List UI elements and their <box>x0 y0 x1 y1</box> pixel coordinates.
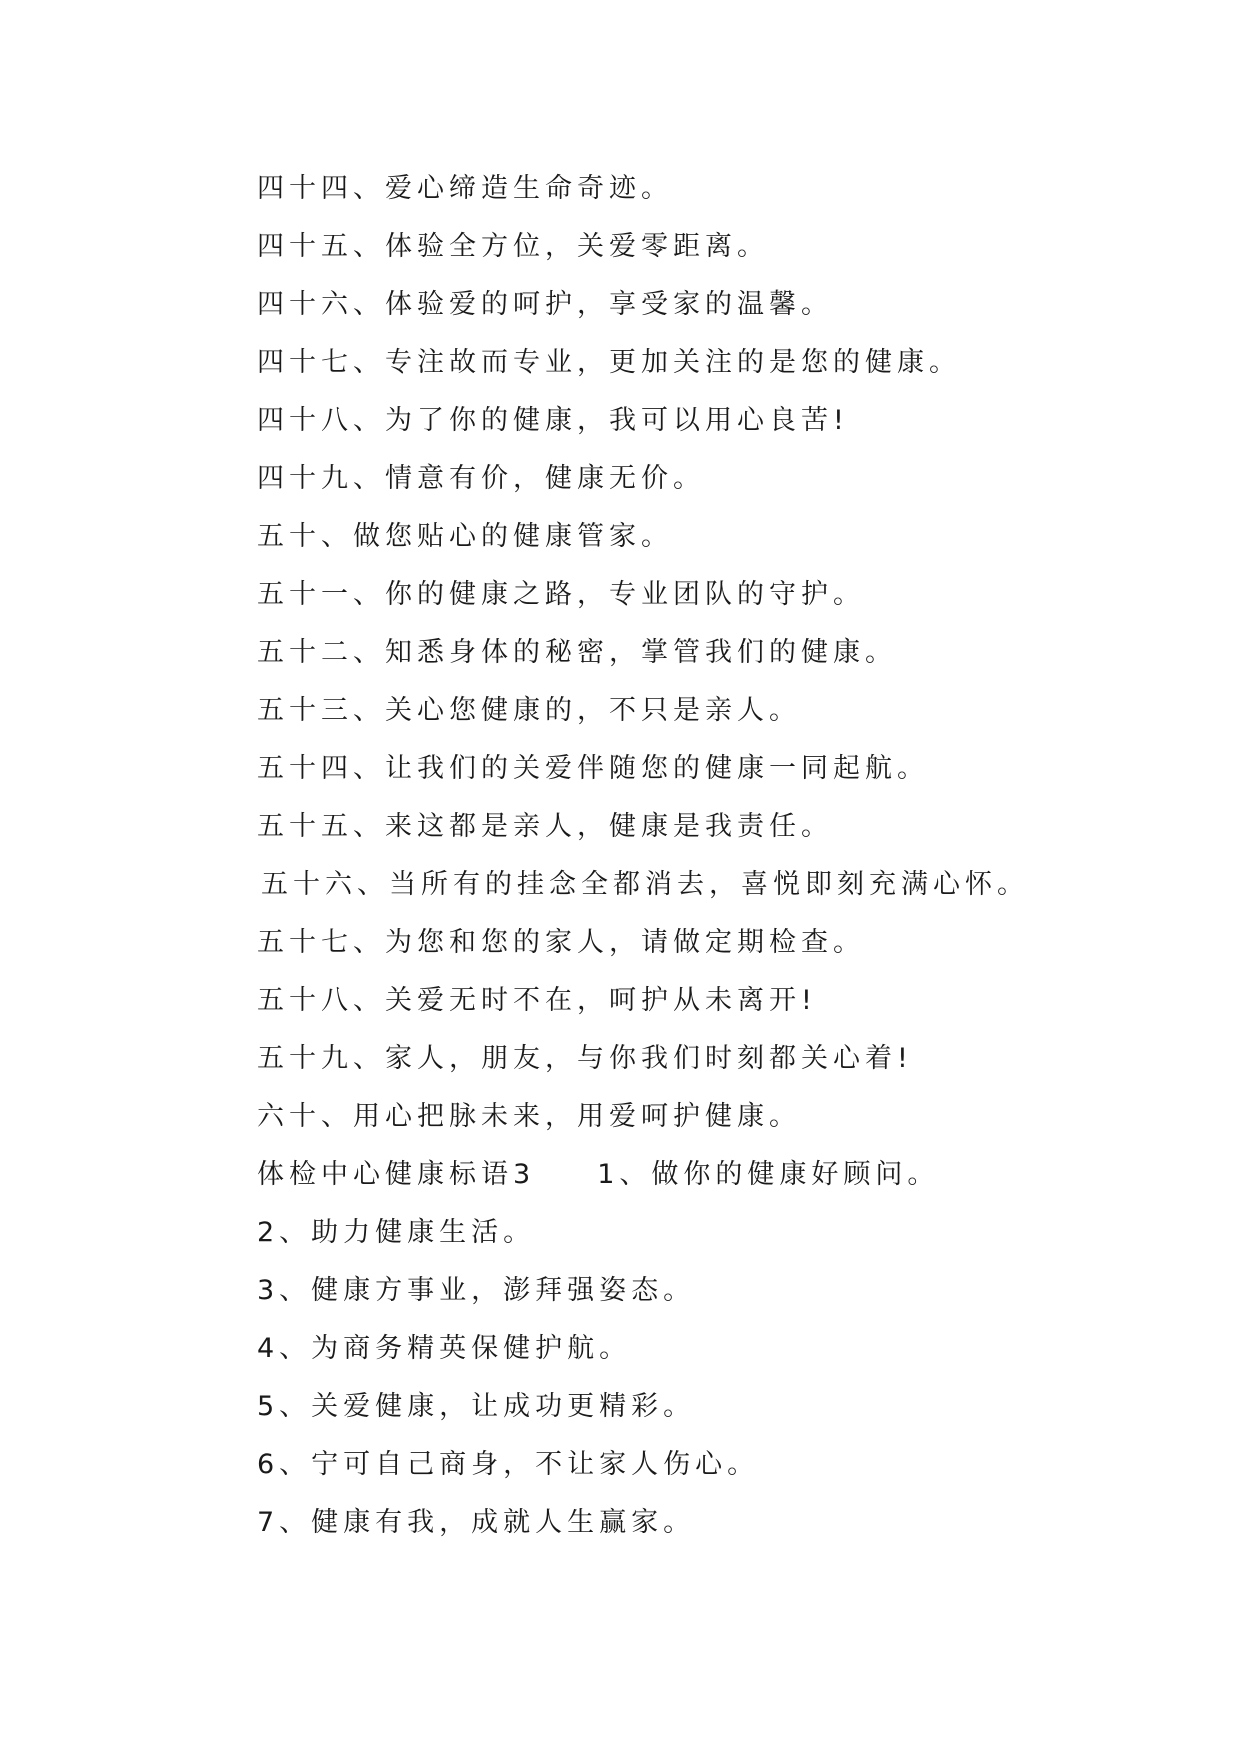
slogan-line-56: 五十六、当所有的挂念全都消去，喜悦即刻充满心怀。 <box>261 869 1029 900</box>
slogan-line-44: 四十四、爱心缔造生命奇迹。 <box>257 173 673 204</box>
slogan-line-58: 五十八、关爱无时不在，呵护从未离开! <box>257 985 817 1016</box>
section-title: 体检中心健康标语3 <box>257 1159 536 1190</box>
slogan-line-47: 四十七、专注故而专业，更加关注的是您的健康。 <box>257 347 961 378</box>
slogan-line-53: 五十三、关心您健康的，不只是亲人。 <box>257 695 801 726</box>
slogan-line-60: 六十、用心把脉未来，用爱呵护健康。 <box>257 1101 801 1132</box>
slogan-item-2: 2、助力健康生活。 <box>257 1217 536 1248</box>
slogan-item-3: 3、健康方事业，澎拜强姿态。 <box>257 1275 696 1306</box>
slogan-item-4: 4、为商务精英保健护航。 <box>257 1333 632 1364</box>
slogan-line-54: 五十四、让我们的关爱伴随您的健康一同起航。 <box>257 753 929 784</box>
section-heading-line <box>257 1146 1157 1204</box>
slogan-list <box>257 160 1157 1552</box>
slogan-line-48: 四十八、为了你的健康，我可以用心良苦! <box>257 405 849 436</box>
slogan-line-45: 四十五、体验全方位，关爱零距离。 <box>257 231 769 262</box>
slogan-line-50: 五十、做您贴心的健康管家。 <box>257 521 673 552</box>
slogan-line-52: 五十二、知悉身体的秘密，掌管我们的健康。 <box>257 637 897 668</box>
slogan-line-55: 五十五、来这都是亲人，健康是我责任。 <box>257 811 833 842</box>
section-first-item: 1、做你的健康好顾问。 <box>597 1159 940 1190</box>
slogan-line-51: 五十一、你的健康之路，专业团队的守护。 <box>257 579 865 610</box>
slogan-line-49: 四十九、情意有价，健康无价。 <box>257 463 705 494</box>
slogan-item-7: 7、健康有我，成就人生赢家。 <box>257 1507 696 1538</box>
slogan-item-6: 6、宁可自己商身，不让家人伤心。 <box>257 1449 760 1480</box>
slogan-line-59: 五十九、家人，朋友，与你我们时刻都关心着! <box>257 1043 913 1074</box>
slogan-item-5: 5、关爱健康，让成功更精彩。 <box>257 1391 696 1422</box>
slogan-line-46: 四十六、体验爱的呵护，享受家的温馨。 <box>257 289 833 320</box>
slogan-line-57: 五十七、为您和您的家人，请做定期检查。 <box>257 927 865 958</box>
